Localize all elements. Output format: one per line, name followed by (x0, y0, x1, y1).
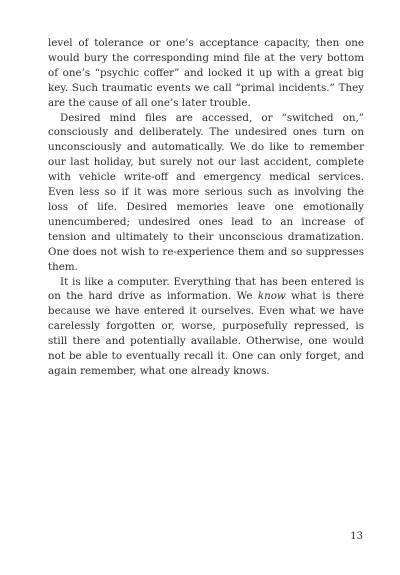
paragraph-1 (48, 36, 364, 111)
paragraph-2-text: Desired mind files are accessed, or “switched on,” consciously and deliberately. The undesired ones turn on unconsciously and automatically. We do like to remember our last holiday, but surely not our last accident, complete with vehicle write-off and emergency medical services. Even less so if it was more serious such as involving the loss of life. Desired memories leave one emotionally unencumbered; undesired ones lead to an increase of tension and ultimately to their unconscious dramatization. One does not wish to re-experience them and so suppresses them. (48, 111, 364, 273)
paragraph-3-text-start: It is like a computer. Everything that has been entered is on the hard drive as information. We (48, 275, 364, 303)
paragraph-2 (48, 111, 364, 275)
paragraph-1-text: level of tolerance or one’s acceptance capacity, then one would bury the corresponding mind file at the very bottom of one’s “psychic coffer” and locked it up with a great big key. Such traumatic events we call “primal incidents.” They are the cause of all one’s later trouble. (48, 37, 364, 109)
paragraph-3 (48, 275, 364, 379)
paragraph-3-text-end: what is there because we have entered it ourselves. Even what we have carelessly forgotten or, worse, purposefully repressed, is still there and potentially available. Otherwise, one would not be able to eventually recall it. One can only forget, and again remember, what one already knows. (48, 290, 364, 377)
paragraph-3-emphasis: know (257, 290, 286, 303)
page-number: 13 (350, 531, 363, 542)
body-text (48, 36, 364, 379)
